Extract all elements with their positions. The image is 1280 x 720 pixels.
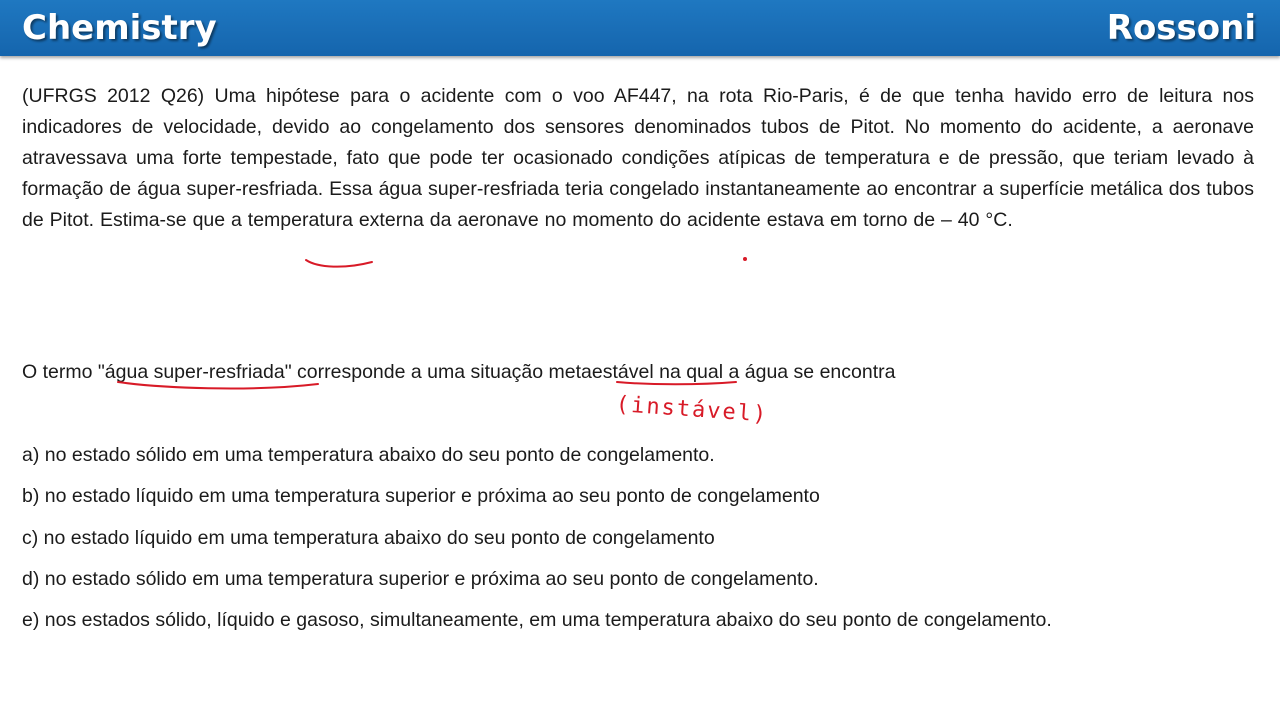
header-bar	[0, 0, 1280, 56]
subject-title: Chemistry	[22, 8, 217, 48]
term-metastable: metaestável	[548, 361, 654, 383]
option-e[interactable]: e) nos estados sólido, líquido e gasoso, simultaneamente, em uma temperatura abaixo do seu ponto de congelamento.	[22, 609, 1052, 632]
ink-dot	[743, 257, 747, 261]
problem-end: .	[1007, 209, 1013, 231]
question-text-3: na qual a água se encontra	[653, 361, 896, 383]
option-b[interactable]: b) no estado líquido em uma temperatura superior e próxima ao seu ponto de congelamento	[22, 485, 820, 508]
underline-temperature	[306, 260, 372, 267]
temperature-value: – 40 °C	[941, 209, 1008, 231]
problem-statement	[22, 81, 1254, 236]
question-text-2: " corresponde a uma situação	[284, 361, 549, 383]
option-c[interactable]: c) no estado líquido em uma temperatura abaixo do seu ponto de congelamento	[22, 526, 715, 549]
problem-paragraph	[22, 81, 1254, 236]
author-name: Rossoni	[1106, 8, 1256, 48]
answer-options	[22, 440, 1052, 646]
handwritten-note: (instável)	[615, 392, 769, 428]
option-a[interactable]: a) no estado sólido em uma temperatura abaixo do seu ponto de congelamento.	[22, 444, 715, 466]
question-text-1: O termo "	[22, 361, 105, 383]
problem-text: (UFRGS 2012 Q26) Uma hipótese para o acidente com o voo AF447, na rota Rio-Paris, é de que tenha havido erro de leitura nos indicadores de velocidade, devido ao congelamento dos sensores denominados tubos de Pitot. No momento do acidente, a aeronave atravessava uma forte tempestade, fato que pode ter ocasionado condições atípicas de temperatura e de pressão, que teriam levado à formação de água super-resfriada. Essa água super-resfriada teria congelado instantaneamente ao encontrar a superfície metálica dos tubos de Pitot. Estima-se que a temperatura externa da aeronave no momento do acidente estava em torno de	[22, 85, 1254, 231]
term-super-cooled-water: água super-resfriada	[104, 361, 285, 383]
option-d[interactable]: d) no estado sólido em uma temperatura superior e próxima ao seu ponto de congelamento.	[22, 567, 819, 590]
question-stem	[22, 358, 895, 386]
